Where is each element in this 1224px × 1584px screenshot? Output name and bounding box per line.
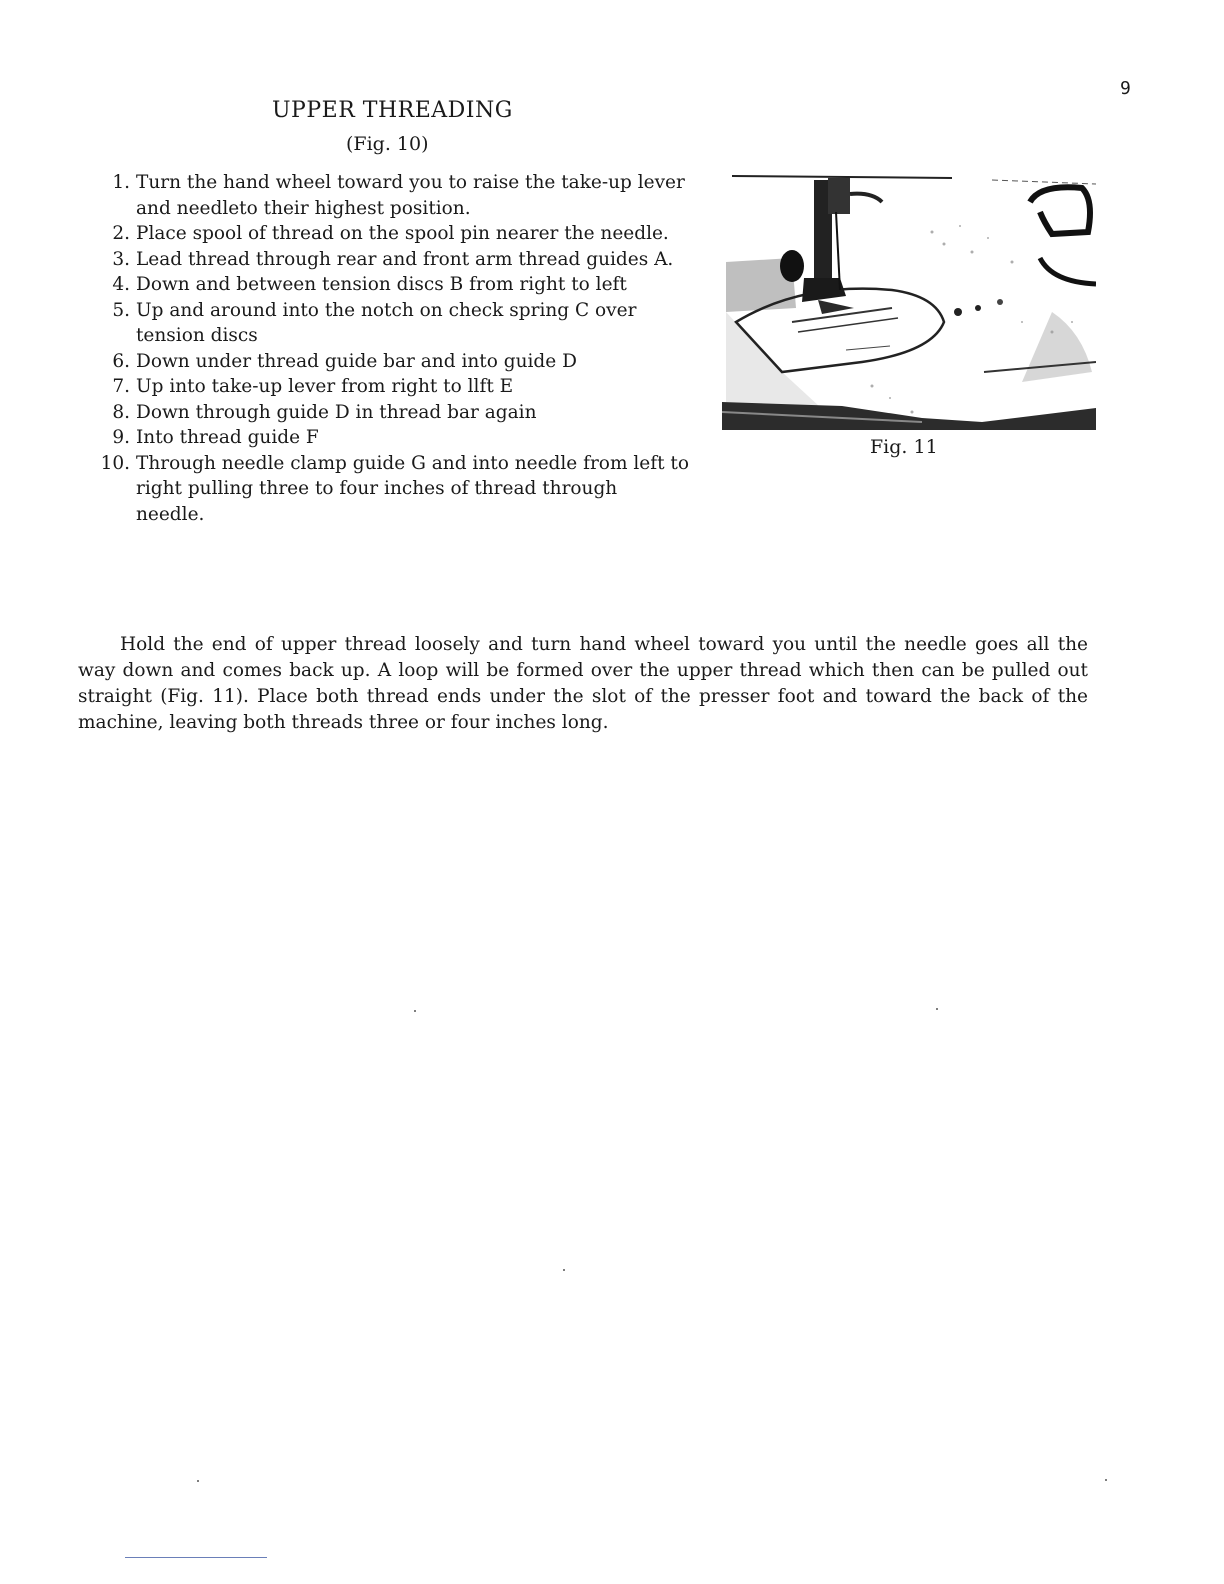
step-item bbox=[80, 425, 690, 451]
sewing-machine-icon bbox=[722, 172, 1096, 430]
scan-speck bbox=[414, 1010, 416, 1012]
step-text: Up and around into the notch on check spring C over tension discs bbox=[136, 299, 637, 346]
step-text: Place spool of thread on the spool pin nearer the needle. bbox=[136, 223, 669, 244]
sewing-machine-photo bbox=[722, 172, 1096, 430]
step-number: 9. bbox=[112, 427, 130, 448]
step-item bbox=[80, 170, 690, 221]
step-item bbox=[80, 349, 690, 375]
step-item bbox=[80, 272, 690, 298]
step-number: 6. bbox=[112, 350, 130, 372]
step-text: Down and between tension discs B from right to left bbox=[136, 274, 627, 295]
step-number: 2. bbox=[112, 223, 130, 244]
step-number: 5. bbox=[112, 299, 130, 321]
step-number: 10. bbox=[100, 452, 130, 474]
step-number: 4. bbox=[112, 274, 130, 295]
bottom-rule bbox=[125, 1557, 267, 1558]
step-number: 7. bbox=[112, 376, 130, 397]
step-text: Lead thread through rear and front arm thread guides A. bbox=[136, 248, 674, 270]
step-item bbox=[80, 400, 690, 426]
step-text: Into thread guide F bbox=[136, 427, 319, 448]
step-text: Down under thread guide bar and into guide D bbox=[136, 350, 577, 372]
step-text: Down through guide D in thread bar again bbox=[136, 401, 537, 423]
step-item bbox=[80, 451, 690, 528]
body-paragraph: Hold the end of upper thread loosely and turn hand wheel toward you until the needle goes all the way down and comes back up. A loop will be formed over the upper thread which then can be pulled out straight (Fig. 11). Place both thread ends under the slot of the presser foot and toward the back of the machine, leaving both threads three or four inches long. bbox=[78, 634, 1088, 733]
page-title: UPPER THREADING bbox=[272, 98, 513, 123]
scan-speck bbox=[936, 1008, 938, 1010]
step-item bbox=[80, 374, 690, 400]
step-text: Through needle clamp guide G and into needle from left to right pulling three to four inches of thread through needle. bbox=[136, 452, 689, 525]
scan-speck bbox=[197, 1480, 199, 1482]
figure-caption: Fig. 11 bbox=[870, 436, 938, 458]
step-number: 3. bbox=[112, 248, 130, 270]
step-number: 1. bbox=[112, 172, 130, 193]
page-number: 9 bbox=[1120, 78, 1131, 99]
step-number: 8. bbox=[112, 401, 130, 423]
step-item bbox=[80, 298, 690, 349]
step-item bbox=[80, 221, 690, 247]
step-item bbox=[80, 247, 690, 273]
step-text: Turn the hand wheel toward you to raise the take-up lever and needleto their highest position. bbox=[136, 172, 685, 219]
step-text: Up into take-up lever from right to llft E bbox=[136, 376, 514, 397]
threading-steps-list bbox=[80, 170, 690, 527]
figure-reference: (Fig. 10) bbox=[346, 133, 429, 155]
scan-speck bbox=[1105, 1479, 1107, 1481]
scan-speck bbox=[563, 1269, 565, 1271]
